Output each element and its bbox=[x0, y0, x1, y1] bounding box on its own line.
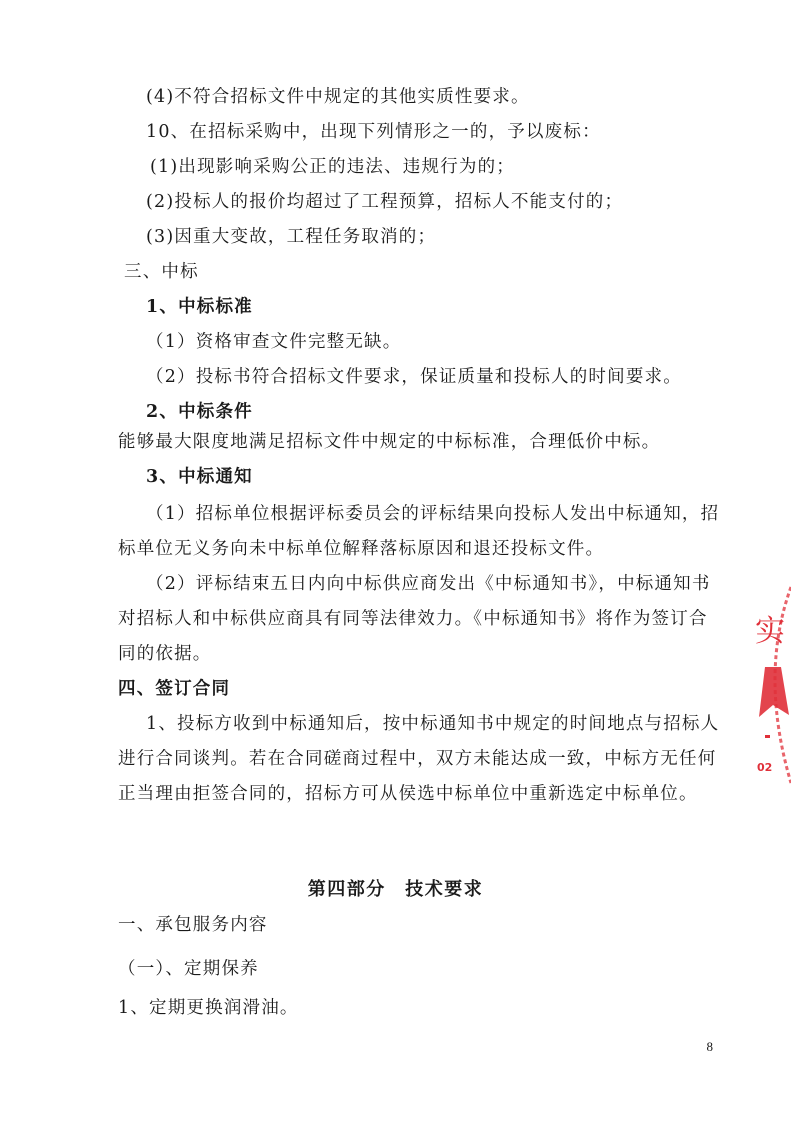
text-line: (4)不符合招标文件中规定的其他实质性要求。 bbox=[146, 87, 530, 107]
text-line: （2）评标结束五日内向中标供应商发出《中标通知书》，中标通知书 bbox=[146, 574, 711, 594]
text-line: （一）、定期保养 bbox=[118, 959, 259, 979]
section-heading: 一、承包服务内容 bbox=[118, 915, 268, 935]
subsection-heading: 3、中标通知 bbox=[146, 467, 253, 487]
text-line: (2)投标人的报价均超过了工程预算，招标人不能支付的； bbox=[146, 192, 624, 212]
official-seal-fragment bbox=[751, 585, 791, 785]
text-line: (1)出现影响采购公正的违法、违规行为的； bbox=[150, 157, 515, 177]
section-heading: 四、签订合同 bbox=[118, 679, 231, 699]
subsection-heading: 2、中标条件 bbox=[146, 402, 253, 422]
text-line: 10、在招标采购中，出现下列情形之一的，予以废标： bbox=[146, 122, 601, 142]
text-line: 对招标人和中标供应商具有同等法律效力。《中标通知书》将作为签订合 bbox=[118, 609, 708, 629]
text-line: 进行合同谈判。若在合同磋商过程中，双方未能达成一致，中标方无任何 bbox=[118, 749, 717, 769]
page-number: 8 bbox=[706, 1039, 713, 1054]
seal-year: 02 bbox=[757, 761, 773, 774]
seal-char: 实 bbox=[755, 614, 785, 649]
text-line: 能够最大限度地满足招标文件中规定的中标标准，合理低价中标。 bbox=[118, 432, 661, 452]
text-line: 正当理由拒签合同的，招标方可从侯选中标单位中重新选定中标单位。 bbox=[118, 784, 698, 804]
subsection-heading: 1、中标标准 bbox=[146, 297, 253, 317]
seal-icon bbox=[751, 585, 791, 785]
text-line: (3)因重大变故，工程任务取消的； bbox=[146, 227, 437, 247]
text-line: （2）投标书符合招标文件要求，保证质量和投标人的时间要求。 bbox=[146, 367, 682, 387]
text-line: 1、投标方收到中标通知后，按中标通知书中规定的时间地点与招标人 bbox=[146, 714, 720, 734]
text-line: 标单位无义务向未中标单位解释落标原因和退还投标文件。 bbox=[118, 539, 605, 559]
part-title: 第四部分 技术要求 bbox=[307, 879, 484, 900]
text-line: 同的依据。 bbox=[118, 644, 212, 664]
text-line: （1）招标单位根据评标委员会的评标结果向投标人发出中标通知，招 bbox=[146, 504, 720, 524]
section-heading: 三、中标 bbox=[124, 262, 199, 282]
text-line: 1、定期更换润滑油。 bbox=[118, 998, 299, 1018]
text-line: （1）资格审查文件完整无缺。 bbox=[146, 332, 402, 352]
